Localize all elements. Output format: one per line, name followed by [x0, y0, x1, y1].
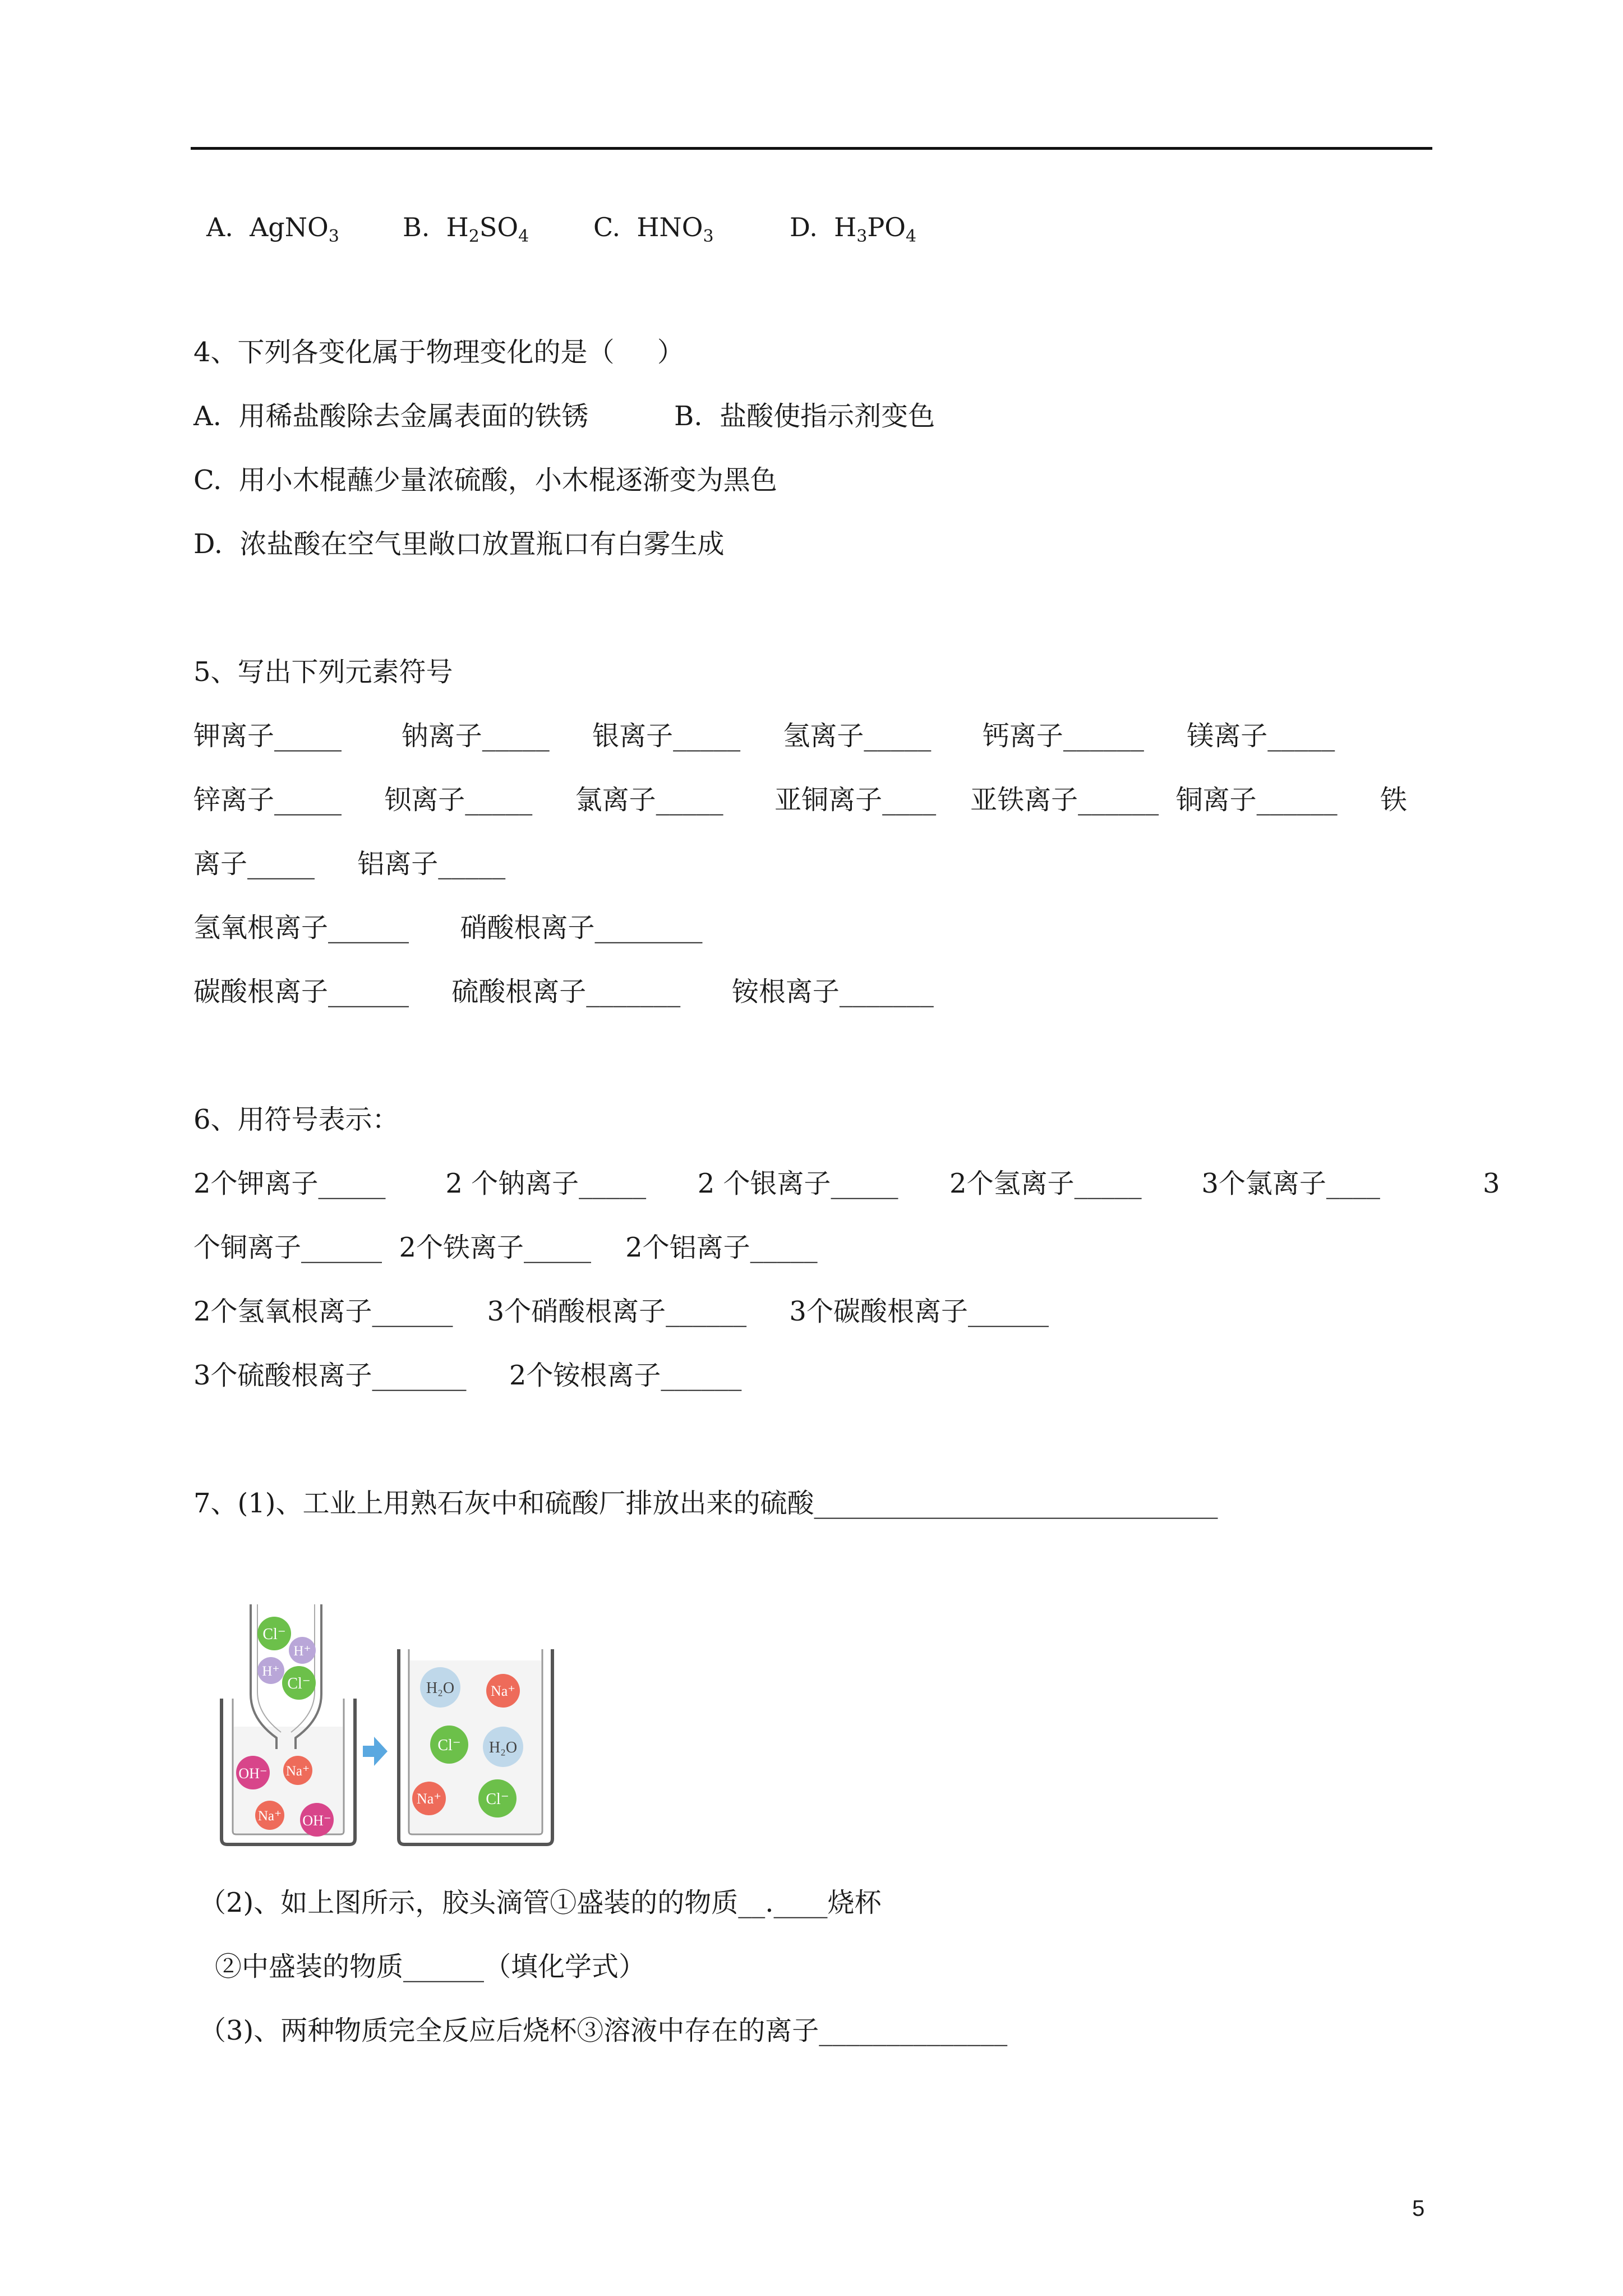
q6-line-2: 个铜离子______ 2个铁离子_____ 2个铝离子_____: [193, 1232, 818, 1263]
q4-option-c: C. 用小木棍蘸少量浓硫酸，小木棍逐渐变为黑色: [193, 464, 777, 496]
q7-part-2-cont: ②中盛装的物质______（填化学式）: [215, 1951, 646, 1982]
ion-oh-1-label: OH⁻: [238, 1765, 268, 1782]
q6-line-1: 2个钾离子_____ 2 个钠离子_____ 2 个银离子_____ 2个氢离子_____ 3个氯离子____ 3: [193, 1168, 1500, 1199]
q6-line-4: 3个硫酸根离子_______ 2个铵根离子______: [193, 1360, 742, 1391]
q7-part-1: 7、(1)、工业上用熟石灰中和硫酸厂排放出来的硫酸______________________________: [193, 1488, 1218, 1519]
q4-options-ab: A. 用稀盐酸除去金属表面的铁锈 B. 盐酸使指示剂变色: [193, 401, 935, 432]
ion-cl-1-label: Cl⁻: [262, 1626, 286, 1643]
ion-cl-4-label: Cl⁻: [486, 1791, 509, 1808]
header-rule: [191, 147, 1432, 150]
q5-line-2: 锌离子_____ 钡离子_____ 氯离子_____ 亚铜离子____ 亚铁离子______ 铜离子______ 铁: [193, 784, 1407, 816]
q4-option-d: D. 浓盐酸在空气里敞口放置瓶口有白雾生成: [193, 528, 725, 560]
ion-h-2-label: H⁺: [262, 1664, 280, 1679]
ion-oh-2-label: OH⁻: [302, 1812, 331, 1829]
q7-part-2: （2)、如上图所示，胶头滴管①盛装的的物质__.____烧杯: [199, 1887, 882, 1918]
ion-cl-2-label: Cl⁻: [287, 1675, 311, 1692]
q5-line-3: 离子_____ 铝离子_____: [193, 848, 506, 880]
ion-na-3-label: Na⁺: [490, 1683, 516, 1699]
q5-line-4: 氢氧根离子______ 硝酸根离子________: [193, 912, 703, 944]
option-a: A. AgNO$_3$: [206, 212, 339, 246]
ion-na-2-label: Na⁺: [257, 1809, 282, 1824]
q6-line-3: 2个氢氧根离子______ 3个硝酸根离子______ 3个碳酸根离子______: [193, 1296, 1049, 1327]
arrow-right-icon: [363, 1737, 388, 1766]
q5-line-5: 碳酸根离子______ 硫酸根离子_______ 铵根离子_______: [193, 976, 934, 1007]
q5-line-1: 钾离子_____ 钠离子_____ 银离子_____ 氢离子_____ 钙离子______ 镁离子_____: [193, 720, 1335, 752]
ion-h-1-label: H⁺: [293, 1644, 311, 1659]
beaker-2: [399, 1649, 552, 1844]
q4-stem: 4、下列各变化属于物理变化的是（ ）: [193, 337, 684, 368]
option-d: D. $H_3PO_4$: [790, 212, 917, 246]
neutralization-figure: [216, 1604, 558, 1851]
ion-na-4-label: Na⁺: [416, 1791, 442, 1807]
page-number: 5: [1412, 2196, 1425, 2221]
molecule-h2o-2-label: H₂O: [488, 1739, 518, 1756]
ion-cl-3-label: Cl⁻: [437, 1737, 461, 1754]
q7-part-3: （3)、两种物质完全反应后烧杯③溶液中存在的离子______________: [199, 2015, 1008, 2046]
option-b: B. $H_2SO_4$: [403, 212, 529, 246]
ion-na-1-label: Na⁺: [285, 1764, 310, 1779]
ion-group-dropper: [257, 1617, 316, 1700]
q5-stem: 5、写出下列元素符号: [193, 656, 453, 688]
option-c: C. $HNO_3$: [593, 212, 714, 246]
q6-stem: 6、用符号表示：: [193, 1104, 399, 1135]
molecule-h2o-1-label: H₂O: [426, 1680, 455, 1697]
